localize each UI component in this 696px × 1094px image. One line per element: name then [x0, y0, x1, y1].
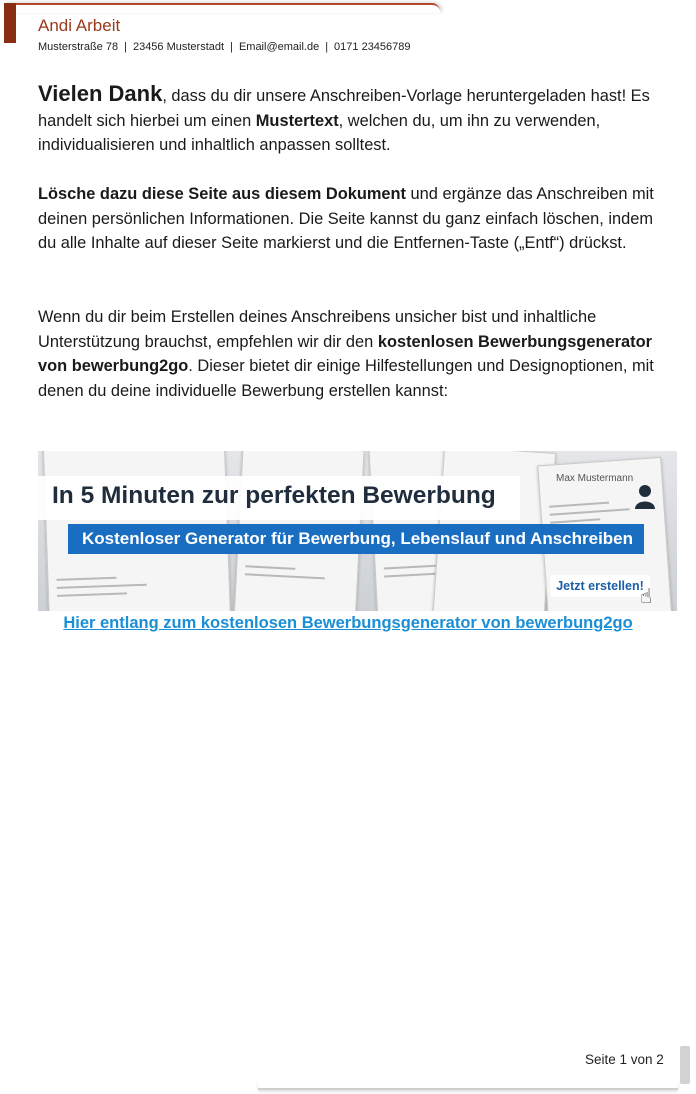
banner-subline: Kostenloser Generator für Bewerbung, Lebenslauf und Anschreiben: [82, 529, 634, 548]
generator-banner[interactable]: [38, 451, 677, 611]
delete-instruction-text: und ergänze das Anschreiben mit deinen persönlichen Informationen. Die Seite kannst du ganz einfach löschen, indem du alle Inhalte auf dieser Seite markierst und die Entfernen-Taste („Entf“) drückst.: [38, 185, 654, 252]
person-icon: [634, 483, 656, 509]
intro-bold: Mustertext: [255, 111, 339, 130]
generator-text-a: Wenn du dir beim Erstellen deines Anschreibens unsicher bist und inhaltliche Unterstützung brauchst, empfehlen wir dir den: [38, 308, 597, 351]
generator-bold: kostenlosen Bewerbungsgenerator von bewerbung2go: [38, 332, 652, 375]
intro-lead: Vielen Dank: [38, 81, 163, 106]
intro-paragraph: [38, 82, 668, 158]
intro-text-b: , welchen du, um ihn zu verwenden, individualisieren und inhaltlich anpassen solltest.: [38, 111, 601, 154]
banner-cv-name: Max Mustermann: [556, 473, 634, 484]
delete-instruction-bold: Lösche dazu diese Seite aus diesem Dokument: [38, 185, 406, 203]
banner-headline: In 5 Minuten zur perfekten Bewerbung: [52, 482, 496, 509]
sender-street: Musterstraße 78: [38, 41, 119, 53]
sender-email: Email@email.de: [238, 41, 320, 53]
generator-text-b: . Dieser bietet dir einige Hilfestellungen und Designoptionen, mit denen du deine individuelle Bewerbung erstellen kannst:: [38, 357, 654, 400]
separator: |: [230, 41, 233, 53]
page-edge-tab: [680, 1046, 690, 1084]
page-number: Seite 1 von 2: [585, 1052, 664, 1067]
pointer-hand-icon: ☝: [640, 586, 653, 608]
sender-city: 23456 Musterstadt: [132, 41, 225, 53]
intro-text-a: , dass du dir unsere Anschreiben-Vorlage heruntergeladen hast! Es handelt sich hierbei um einen: [38, 87, 650, 130]
header-accent-bar: [4, 3, 16, 43]
generator-link[interactable]: Hier entlang zum kostenlosen Bewerbungsgenerator von bewerbung2go: [63, 614, 633, 632]
generator-paragraph: [38, 305, 668, 403]
sender-phone: 0171 23456789: [334, 41, 411, 53]
separator: |: [325, 41, 329, 53]
separator: |: [124, 41, 127, 53]
delete-instruction-paragraph: [38, 182, 668, 256]
sender-contact-line: [38, 41, 411, 53]
sender-name: Andi Arbeit: [38, 16, 121, 35]
banner-cta-button[interactable]: Jetzt erstellen!: [550, 575, 650, 597]
page-top-border: [4, 3, 440, 13]
page-bottom-border: [258, 1080, 678, 1090]
